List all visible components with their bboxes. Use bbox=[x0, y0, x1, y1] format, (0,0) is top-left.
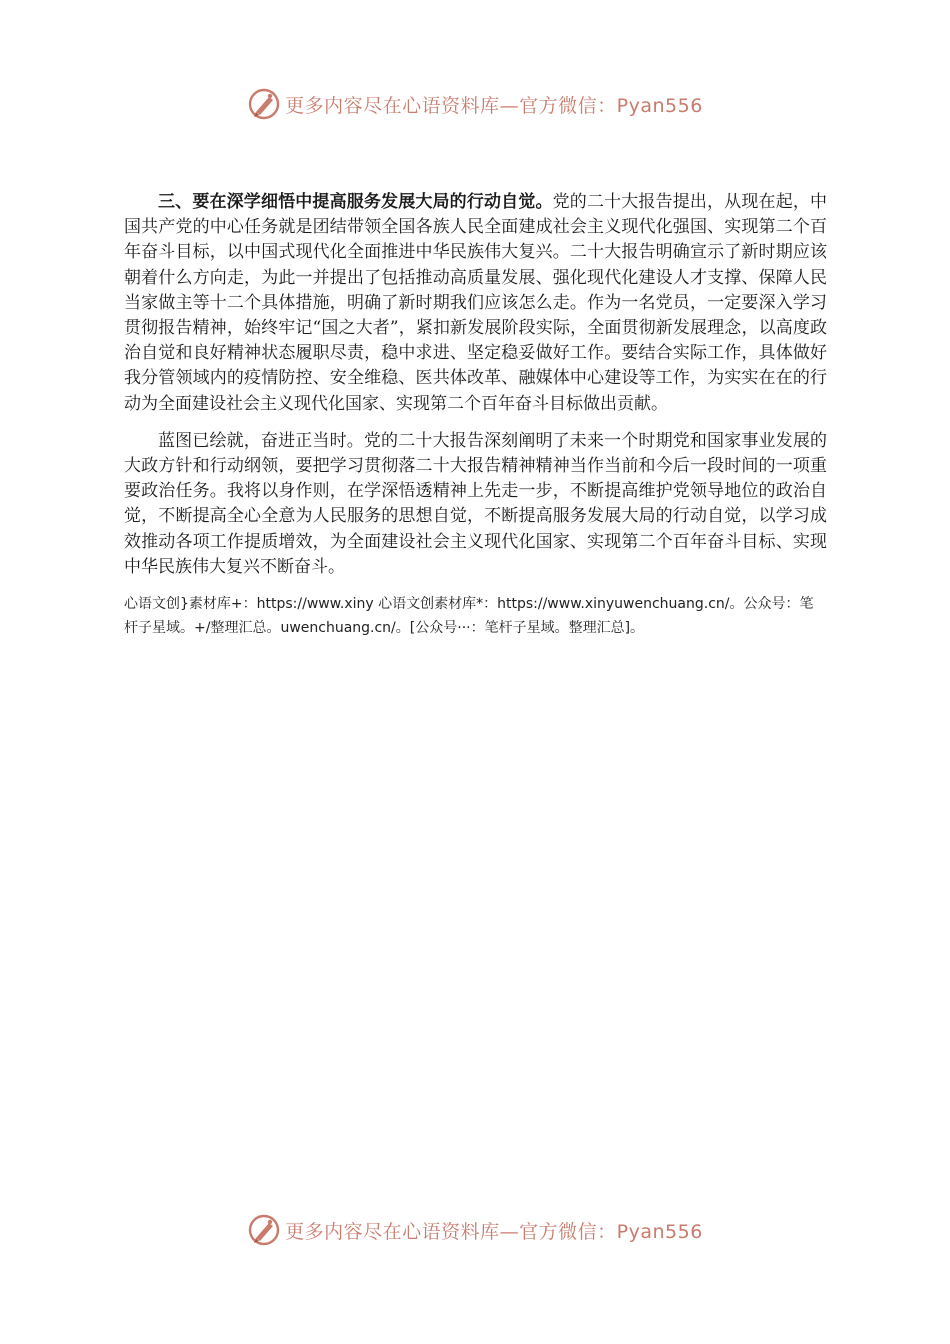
article-body bbox=[124, 190, 827, 640]
pen-logo-icon bbox=[247, 1213, 281, 1247]
paragraph-body: 党的二十大报告提出，从现在起，中国共产党的中心任务就是团结带领全国各族人民全面建成社会主义现代化强国、实现第二个百年奋斗目标，以中国式现代化全面推进中华民族伟大复兴。二十大报告明确宣示了新时期应该朝着什么方向走，为此一并提出了包括推动高质量发展、强化现代化建设人才支撑、保障人民当家做主等十二个具体措施，明确了新时期我们应该怎么走。作为一名党员，一定要深入学习贯彻报告精神，始终牢记“国之大者”，紧扣新发展阶段实际，全面贯彻新发展理念，以高度政治自觉和良好精神状态履职尽责，稳中求进、坚定稳妥做好工作。要结合实际工作，具体做好我分管领域内的疫情防控、安全维稳、医共体改革、融媒体中心建设等工作，为实实在在的行动为全面建设社会主义现代化国家、实现第二个百年奋斗目标做出贡献。 bbox=[124, 192, 828, 414]
paragraph-lead: 三、要在深学细悟中提高服务发展大局的行动自觉。 bbox=[158, 192, 553, 212]
footer-banner bbox=[0, 1208, 950, 1252]
paragraph-2: 蓝图已绘就，奋进正当时。党的二十大报告深刻阐明了未来一个时期党和国家事业发展的大政方针和行动纲领，要把学习贯彻落二十大报告精神精神当作当前和今后一段时间的一项重要政治任务。我将以身作则，在学深悟透精神上先走一步，不断提高维护党领导地位的政治自觉，不断提高全心全意为人民服务的思想自觉，不断提高服务发展大局的行动自觉，以学习成效推动各项工作提质增效，为全面建设社会主义现代化国家、实现第二个百年奋斗目标、实现中华民族伟大复兴不断奋斗。 bbox=[124, 430, 827, 577]
banner-text: 更多内容尽在心语资料库—官方微信：Pyan556 bbox=[285, 94, 703, 117]
header-banner bbox=[0, 82, 950, 126]
source-note: 心语文创}素材库+：https://www.xiny 心语文创素材库*：https://www.xinyuwenchuang.cn/。公众号：笔杆子星域。+/整理汇总。uwenchuang.cn/。[公众号···：笔杆子星域。整理汇总]。 bbox=[124, 596, 814, 637]
paragraph-1 bbox=[124, 190, 827, 417]
banner-text: 更多内容尽在心语资料库—官方微信：Pyan556 bbox=[285, 1220, 703, 1243]
pen-logo-icon bbox=[247, 87, 281, 121]
